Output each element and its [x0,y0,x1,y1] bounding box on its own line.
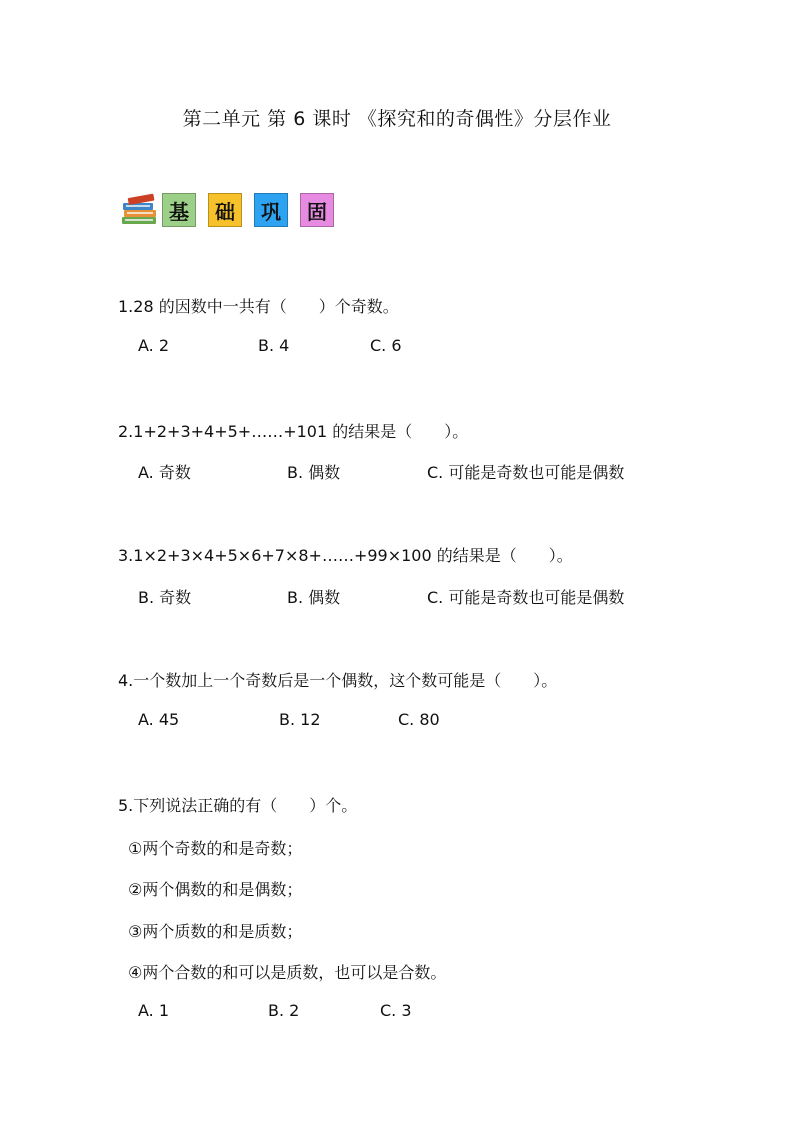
question-5-option-a: A. 1 [138,1001,170,1020]
question-5-statement-4: ④两个合数的和可以是质数，也可以是合数。 [128,963,447,982]
question-3-option-a: B. 奇数 [138,588,192,607]
books-icon [120,193,160,227]
question-5-statement-3: ③两个质数的和是质数； [128,922,303,941]
question-4-option-b: B. 12 [279,710,321,729]
tile-gong: 巩 [254,193,288,227]
tile-gu: 固 [300,193,334,227]
tile-ji: 基 [162,193,196,227]
question-5-statement-2: ②两个偶数的和是偶数； [128,880,303,899]
question-3-stem: 3.1×2+3×4+5×6+7×8+……+99×100 的结果是（ ）。 [118,546,573,565]
question-3-option-b: B. 偶数 [287,588,341,607]
question-1-option-a: A. 2 [138,336,170,355]
question-2-option-c: C. 可能是奇数也可能是偶数 [427,463,625,482]
question-2-stem: 2.1+2+3+4+5+……+101 的结果是（ ）。 [118,422,469,441]
question-5-statement-1: ①两个奇数的和是奇数； [128,839,303,858]
question-3-option-c: C. 可能是奇数也可能是偶数 [427,588,625,607]
question-4-option-a: A. 45 [138,710,180,729]
question-5-option-b: B. 2 [268,1001,300,1020]
section-badge [120,192,346,228]
question-4-stem: 4.一个数加上一个奇数后是一个偶数，这个数可能是（ ）。 [118,671,558,690]
question-1-stem: 1.28 的因数中一共有（ ）个奇数。 [118,297,399,316]
page-title: 第二单元 第 6 课时 《探究和的奇偶性》分层作业 [182,108,612,130]
question-5-option-c: C. 3 [380,1001,412,1020]
question-4-option-c: C. 80 [398,710,440,729]
question-1-option-b: B. 4 [258,336,290,355]
question-1-option-c: C. 6 [370,336,402,355]
question-2-option-b: B. 偶数 [287,463,341,482]
tile-chu: 础 [208,193,242,227]
question-5-stem: 5.下列说法正确的有（ ）个。 [118,796,358,815]
question-2-option-a: A. 奇数 [138,463,191,482]
